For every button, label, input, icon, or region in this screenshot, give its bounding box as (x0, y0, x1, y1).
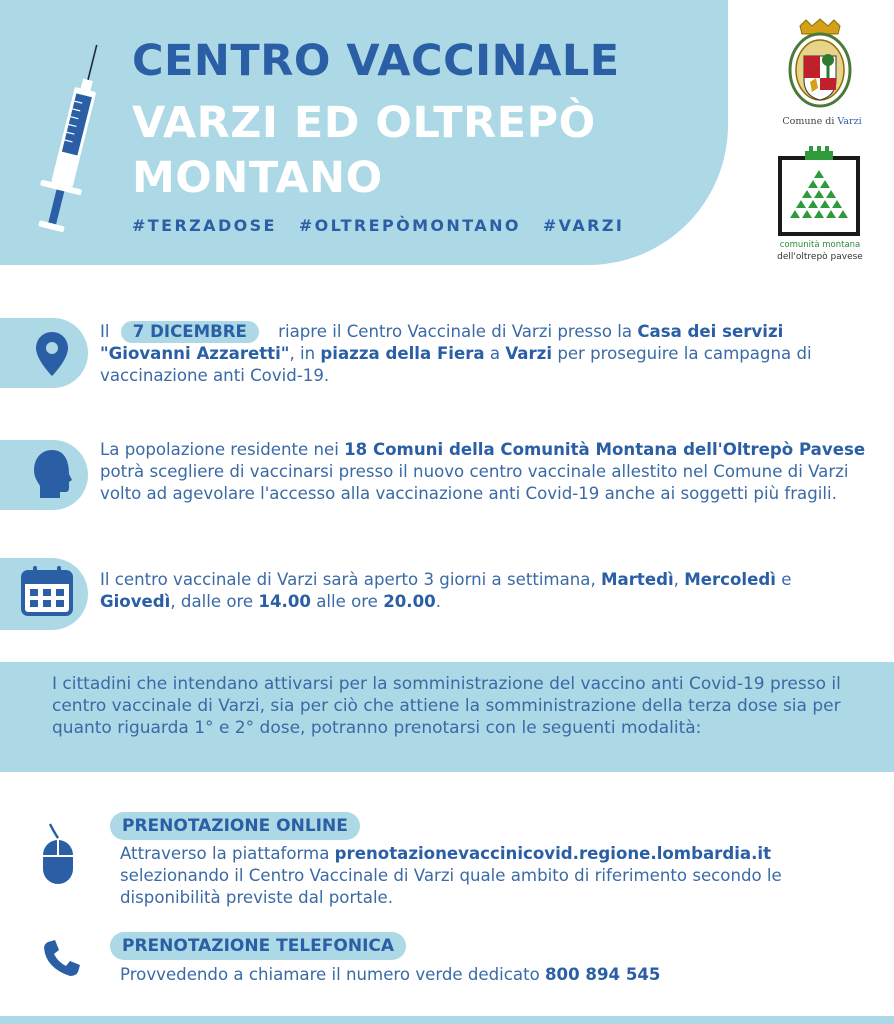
title-line1: CENTRO VACCINALE (132, 36, 620, 86)
hashtags: #TERZADOSE #OLTREPÒMONTANO #VARZI (132, 216, 625, 235)
comune-label-prefix: Comune di (782, 116, 835, 127)
schedule-day-1: Martedì (601, 570, 674, 589)
title-line3: MONTANO (132, 153, 383, 203)
cm-label-line1: comunità montana (779, 240, 861, 250)
phone-heading: PRENOTAZIONE TELEFONICA (110, 932, 406, 960)
population-highlight: 18 Comuni della Comunità Montana dell'Oltrepò Pavese (344, 440, 866, 459)
person-head-icon (30, 448, 74, 500)
schedule-text-6: . (435, 592, 441, 611)
syringe-icon (38, 40, 108, 240)
phone-text: Provvedendo a chiamare il numero verde dedicato (120, 965, 540, 984)
online-section (110, 812, 360, 840)
info-text: I cittadini che intendano attivarsi per la somministrazione del vaccino anti Covid-19 presso il centro vaccinale di Varzi, sia per ciò che attiene la somministrazione della terza dose sia per quanto riguarda 1° e 2° dose, potranno prenotarsi con le seguenti modalità: (52, 674, 841, 738)
schedule-day-2: Mercoledì (684, 570, 776, 589)
schedule-text-5: alle ore (316, 592, 378, 611)
location-pin-icon (34, 330, 70, 378)
online-booking-link[interactable]: prenotazionevaccinicovid.regione.lombardia.it (334, 844, 772, 863)
phone-paragraph (120, 964, 860, 986)
schedule-day-3: Giovedì (100, 592, 171, 611)
location-text-4: a (489, 344, 501, 363)
calendar-icon (20, 564, 74, 618)
population-paragraph (100, 439, 870, 505)
location-venue: Casa dei servizi "Giovanni Azzaretti" (100, 322, 784, 363)
online-heading: PRENOTAZIONE ONLINE (110, 812, 360, 840)
mouse-icon (40, 822, 76, 886)
phone-section (110, 932, 406, 960)
schedule-text-4: , dalle ore (170, 592, 254, 611)
location-text-1: Il (100, 322, 110, 341)
online-text-2: selezionando il Centro Vaccinale di Varzi quale ambito di riferimento secondo le disponibilità previste dal portale. (120, 866, 782, 907)
comune-label-name: Varzi (837, 116, 862, 127)
comune-crest-icon (782, 18, 858, 110)
location-town: Varzi (505, 344, 553, 363)
location-text-5: per proseguire la campagna di vaccinazione anti Covid-19. (100, 344, 812, 385)
population-text-2: potrà scegliere di vaccinarsi presso il nuovo centro vaccinale allestito nel Comune di Varzi volto ad agevolare l'accesso alla vaccinazione anti Covid-19 anche ai soggetti più fragili. (100, 462, 849, 503)
date-badge: 7 DICEMBRE (121, 321, 259, 343)
schedule-end-time: 20.00 (383, 592, 436, 611)
online-paragraph (120, 843, 860, 909)
comunita-montana-logo-icon (778, 144, 860, 236)
online-text-1: Attraverso la piattaforma (120, 844, 330, 863)
phone-icon (42, 938, 82, 978)
schedule-paragraph (100, 569, 870, 613)
location-square: piazza della Fiera (320, 344, 485, 363)
title-line2: VARZI ED OLTREPÒ (132, 98, 596, 148)
cm-label-line2: dell'oltrepò pavese (777, 252, 863, 262)
comune-label (782, 116, 862, 127)
schedule-text-3: e (781, 570, 792, 589)
title-lines (132, 96, 692, 206)
bottom-band (0, 1016, 894, 1024)
population-text-1: La popolazione residente nei (100, 440, 339, 459)
schedule-text-1: Il centro vaccinale di Varzi sarà aperto 3 giorni a settimana, (100, 570, 596, 589)
schedule-text-2: , (673, 570, 679, 589)
phone-number[interactable]: 800 894 545 (545, 965, 661, 984)
location-paragraph (100, 321, 870, 387)
location-text-3: , in (289, 344, 316, 363)
location-text-2: riapre il Centro Vaccinale di Varzi presso la (278, 322, 633, 341)
schedule-start-time: 14.00 (258, 592, 311, 611)
